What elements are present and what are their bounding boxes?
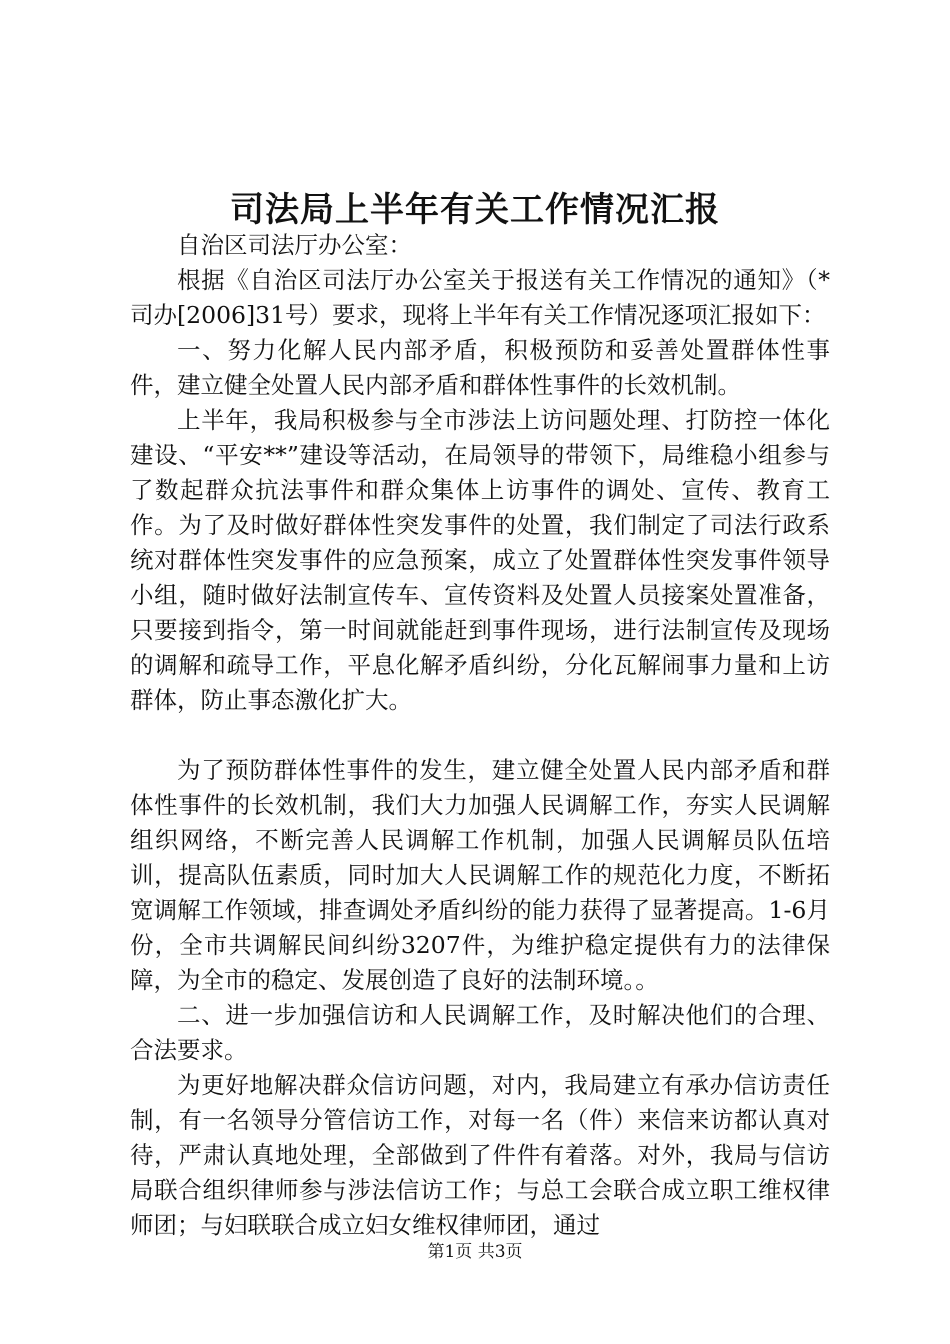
- paragraph-petitions: 为更好地解决群众信访问题，对内，我局建立有承办信访责任制，有一名领导分管信访工作，对每一名（件）来信来访都认真对待，严肃认真地处理，全部做到了件件有着落。对外，我局与信访局联合组织律师参与涉法信访工作；与总工会联合成立职工维权律师团；与妇联联合成立妇女维权律师团，通过: [130, 1071, 830, 1239]
- paragraph-mediation: 为了预防群体性事件的发生，建立健全处置人民内部矛盾和群体性事件的长效机制，我们大力加强人民调解工作，夯实人民调解组织网络，不断完善人民调解工作机制，加强人民调解员队伍培训，提高队伍素质，同时加大人民调解工作的规范化力度，不断拓宽调解工作领域，排查调处矛盾纠纷的能力获得了显著提高。1-6月份，全市共调解民间纠纷3207件，为维护稳定提供有力的法律保障，为全市的稳定、发展创造了良好的法制环境。。: [130, 756, 830, 994]
- paragraph-first-half-work: 上半年，我局积极参与全市涉法上访问题处理、打防控一体化建设、“平安**”建设等活动，在局领导的带领下，局维稳小组参与了数起群众抗法事件和群众集体上访事件的调处、宣传、教育工作。为了及时做好群体性突发事件的处置，我们制定了司法行政系统对群体性突发事件的应急预案，成立了处置群体性突发事件领导小组，随时做好法制宣传车、宣传资料及处置人员接案处置准备，只要接到指令，第一时间就能赶到事件现场，进行法制宣传及现场的调解和疏导工作，平息化解矛盾纠纷，分化瓦解闹事力量和上访群体，防止事态激化扩大。: [130, 406, 830, 714]
- salutation: 自治区司法厅办公室：: [177, 231, 412, 259]
- document-body: [130, 228, 830, 1243]
- section-heading-1: 一、努力化解人民内部矛盾，积极预防和妥善处置群体性事件，建立健全处置人民内部矛盾和群体性事件的长效机制。: [130, 336, 830, 399]
- document-title: 司法局上半年有关工作情况汇报: [230, 190, 720, 230]
- page-footer: 第1页 共3页: [427, 1242, 523, 1262]
- paragraph-intro: 根据《自治区司法厅办公室关于报送有关工作情况的通知》（*司办[2006]31号）要求，现将上半年有关工作情况逐项汇报如下：: [130, 266, 830, 329]
- section-heading-2: 二、进一步加强信访和人民调解工作，及时解决他们的合理、合法要求。: [130, 1001, 830, 1064]
